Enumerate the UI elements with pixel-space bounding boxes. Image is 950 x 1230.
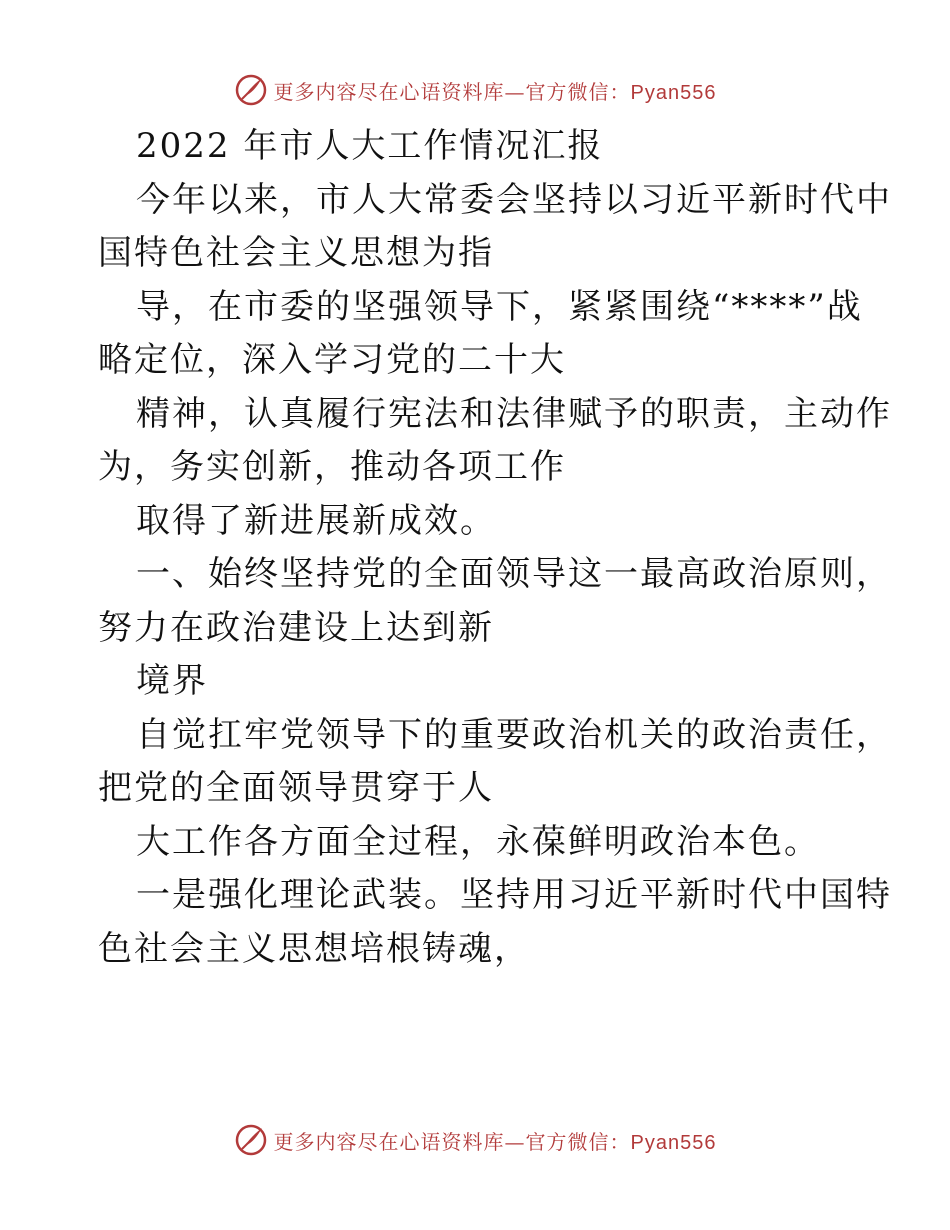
document-body bbox=[98, 120, 892, 976]
text-line: 大工作各方面全过程，永葆鲜明政治本色。 bbox=[136, 821, 820, 862]
text-line: 把党的全面领导贯穿于人 bbox=[98, 768, 494, 808]
text-line: 色社会主义思想培根铸魂， bbox=[98, 928, 530, 969]
text-line: 略定位，深入学习党的二十大 bbox=[98, 340, 566, 380]
footer-watermark-banner bbox=[0, 1120, 950, 1160]
text-line: 导，在市委的坚强领导下，紧紧围绕“****”战 bbox=[136, 286, 863, 327]
text-line: 国特色社会主义思想为指 bbox=[98, 233, 494, 273]
text-line: 境界 bbox=[136, 661, 208, 701]
text-line: 一、始终坚持党的全面领导这一最高政治原则， bbox=[136, 554, 892, 594]
text-line: 自觉扛牢党领导下的重要政治机关的政治责任， bbox=[136, 714, 892, 755]
text-line: 精神，认真履行宪法和法律赋予的职责，主动作 bbox=[136, 393, 892, 434]
watermark-text: 更多内容尽在心语资料库—官方微信：Pyan556 bbox=[273, 79, 717, 104]
text-line: 今年以来，市人大常委会坚持以习近平新时代中 bbox=[136, 179, 892, 220]
text-line: 一是强化理论武装。坚持用习近平新时代中国特 bbox=[136, 875, 892, 915]
text-line: 取得了新进展新成效。 bbox=[136, 500, 496, 541]
text-line: 努力在政治建设上达到新 bbox=[98, 607, 494, 648]
quill-seal-icon bbox=[234, 1123, 268, 1157]
quill-seal-icon bbox=[234, 73, 268, 107]
text-line: 为，务实创新，推动各项工作 bbox=[98, 447, 566, 487]
document-title: 2022 年市人大工作情况汇报 bbox=[136, 126, 604, 166]
watermark-text: 更多内容尽在心语资料库—官方微信：Pyan556 bbox=[273, 1129, 717, 1154]
header-watermark-banner bbox=[0, 70, 950, 110]
